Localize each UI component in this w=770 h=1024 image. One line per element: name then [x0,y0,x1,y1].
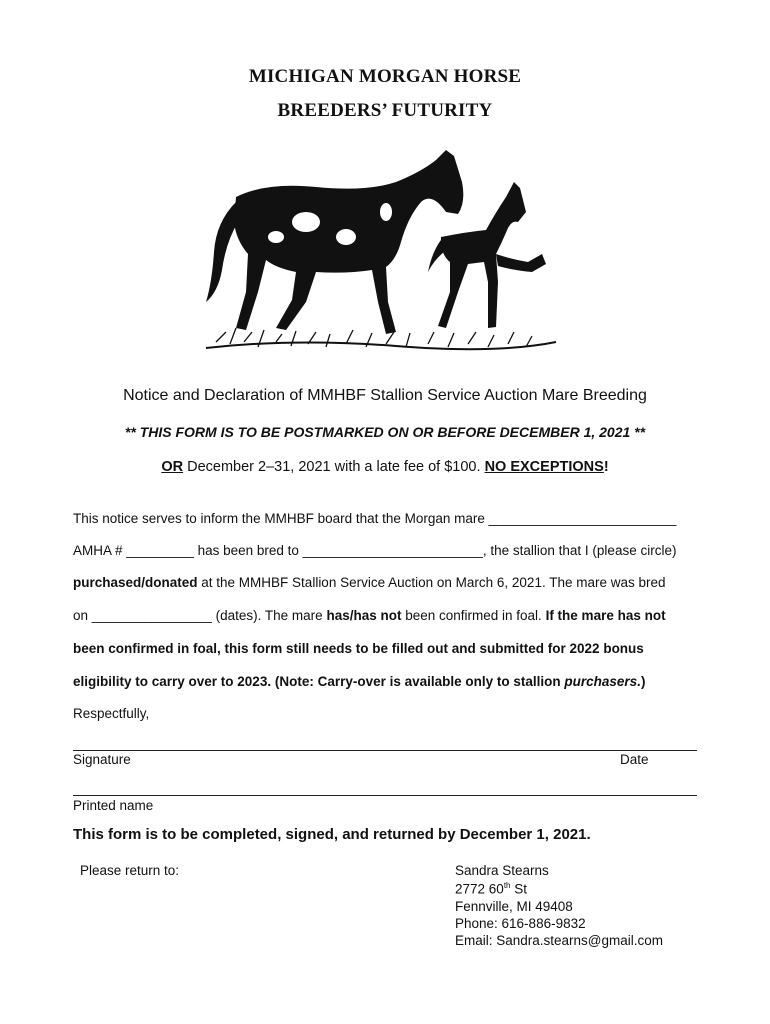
body-line-6-a: eligibility to carry over to 2023. (Note: Carry-over is available only to stallion [73,674,565,689]
signature-label: Signature [73,752,131,767]
has-has-not: has/has not [326,608,402,623]
return-email: Email: Sandra.stearns@gmail.com [455,933,664,948]
body-line-6 [73,674,703,689]
body-line-3-rest: at the MMHBF Stallion Service Auction on March 6, 2021. The mare was bred [197,575,666,590]
late-or: OR [161,459,184,475]
title-line-2: BREEDERS’ FUTURITY [277,100,493,121]
signature-line[interactable] [73,750,697,751]
date-label: Date [620,752,649,767]
return-name: Sandra Stearns [455,863,549,878]
return-label: Please return to: [80,863,180,878]
late-bang: ! [603,459,609,475]
street-rest: St [510,881,527,897]
return-city: Fennville, MI 49408 [455,899,573,914]
body-line-2: AMHA # _________ has been bred to ________________________, the stallion that I (please circle) [73,543,677,558]
notice-title: Notice and Declaration of MMHBF Stallion Service Auction Mare Breeding [123,387,647,404]
postmark-warning: ** THIS FORM IS TO BE POSTMARKED ON OR BEFORE DECEMBER 1, 2021 ** [124,424,646,440]
late-fee-line [0,459,770,475]
printed-name-label: Printed name [73,798,154,813]
return-phone: Phone: 616-886-9832 [455,916,586,931]
street-num: 2772 60 [455,881,504,897]
purchased-donated: purchased/donated [73,575,198,590]
body-line-6-c: ) [640,674,646,689]
body-line-4-c: been confirmed in foal. [401,608,546,623]
no-exceptions: NO EXCEPTIONS [484,459,604,475]
body-line-1: This notice serves to inform the MMHBF board that the Morgan mare _________________________ [73,511,677,526]
printed-name-line[interactable] [73,795,697,796]
body-line-4-a: on ________________ (dates). The mare [73,608,327,623]
closing: Respectfully, [73,706,150,721]
mare-and-foal-illustration [196,142,566,357]
return-street [455,881,527,897]
body-line-5: been confirmed in foal, this form still needs to be filled out and submitted for 2022 bonus [73,641,644,656]
body-line-4-d: If the mare has not [545,608,666,623]
body-line-4 [73,608,703,623]
form-deadline-note: This form is to be completed, signed, and returned by December 1, 2021. [73,826,591,843]
late-text: December 2–31, 2021 with a late fee of $100. [183,459,485,475]
purchasers-word: purchasers. [564,674,641,689]
body-line-3 [73,575,703,590]
street-sup: th [503,881,511,890]
title-line-1: MICHIGAN MORGAN HORSE [248,66,522,87]
